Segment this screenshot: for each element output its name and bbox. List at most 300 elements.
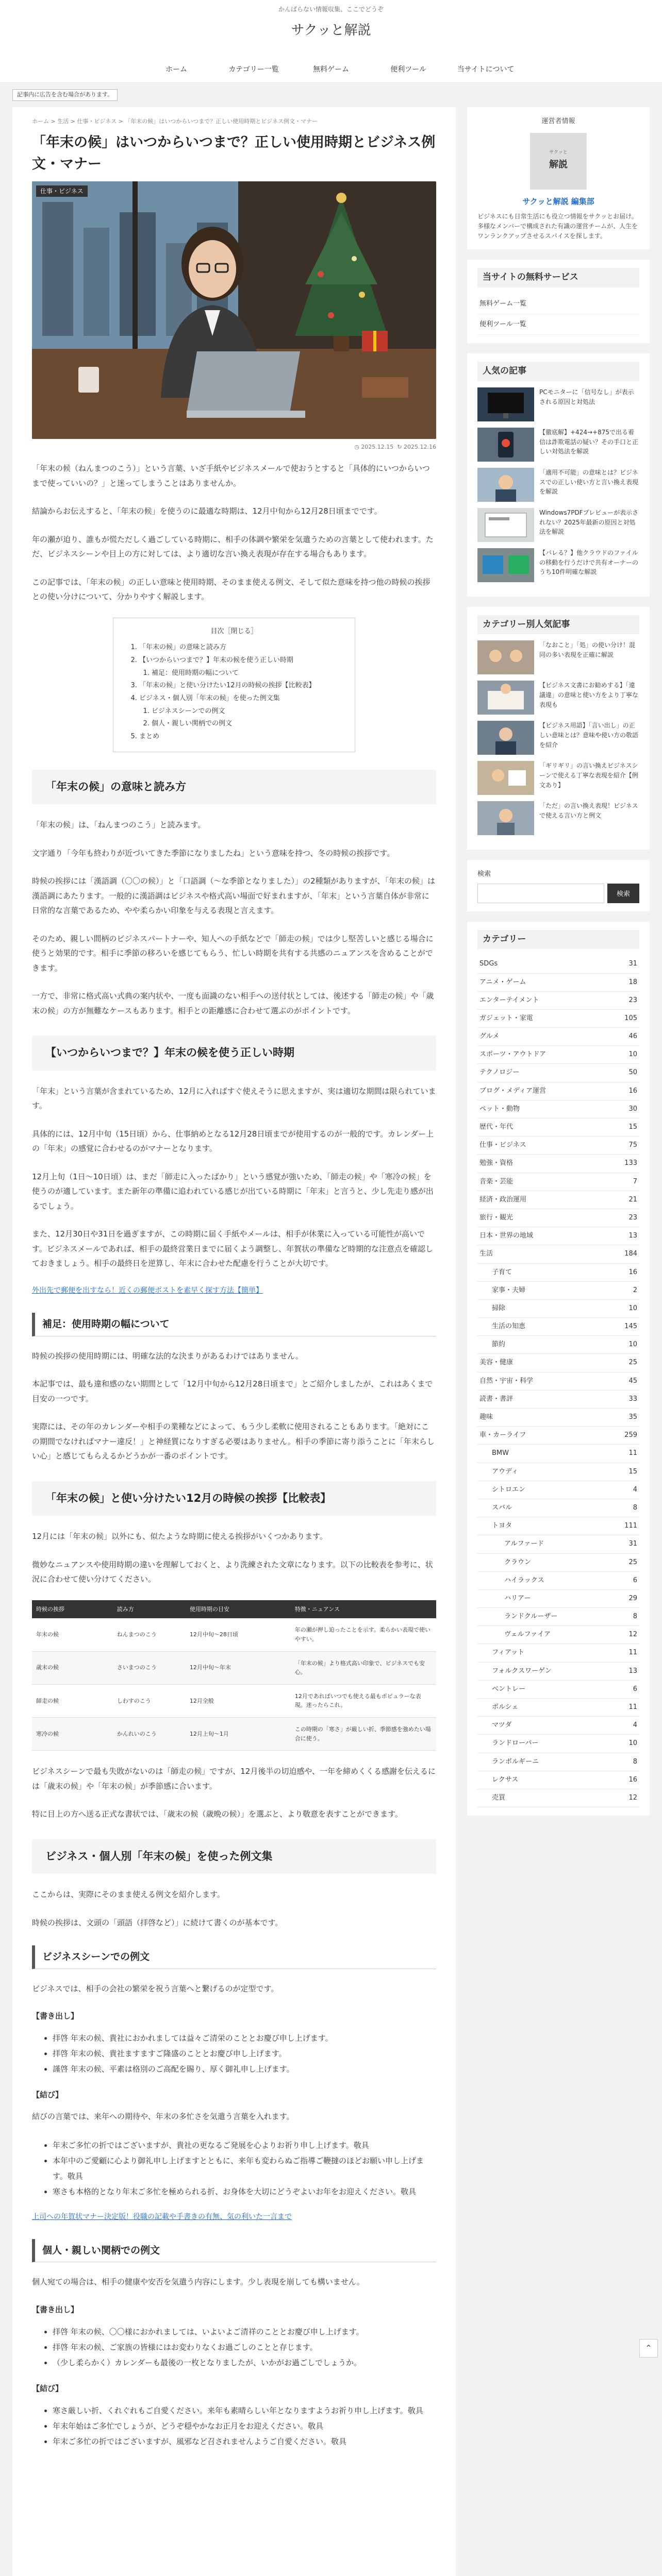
table-cell: かんれいのこう <box>113 1717 186 1750</box>
category-article[interactable] <box>477 640 639 674</box>
search-row <box>477 884 639 903</box>
category-label[interactable]: 仕事・ビジネス <box>36 185 88 197</box>
body-paragraph: ここからは、実際にそのまま使える例文を紹介します。 <box>32 1890 225 1900</box>
category-item[interactable] <box>477 1699 639 1717</box>
profile-widget <box>467 107 650 249</box>
category-name[interactable]: ブログ・メディア運営 <box>479 1087 546 1095</box>
scroll-to-top-button[interactable] <box>639 2339 658 2358</box>
list-item: • 拝啓 年末の候、貴社におかれましては益々ご清栄のこととお慶び申し上げます。 <box>53 2030 436 2046</box>
category-name[interactable]: ランボルギーニ <box>492 1757 539 1766</box>
category-name[interactable]: フィアット <box>492 1649 525 1657</box>
category-item[interactable] <box>477 1463 639 1481</box>
category-item[interactable] <box>477 1554 639 1572</box>
category-name[interactable]: テクノロジー <box>479 1069 520 1077</box>
body-paragraph: 「年末の候」は、「ねんまつのこう」と読みます。 <box>32 820 206 830</box>
category-name[interactable]: 子育て <box>492 1268 512 1276</box>
category-item[interactable] <box>477 1191 639 1209</box>
table-cell: 12月全般 <box>186 1684 291 1717</box>
category-name[interactable]: エンターテイメント <box>479 996 539 1004</box>
table-cell: 歳末の候 <box>32 1651 113 1684</box>
toc-item[interactable]: 1. ビジネスシーンでの例文 <box>152 705 339 718</box>
category-count: 75 <box>628 1141 637 1149</box>
table-cell: 12月であればいつでも使える最もポピュラーな表現。迷ったらこれ。 <box>291 1684 436 1717</box>
nav-home[interactable]: ホーム <box>166 65 187 74</box>
table-of-contents <box>113 618 355 752</box>
popular-article-title[interactable]: 【徹底解】+424→+875で出る着信は詐欺電話の疑い？その手口と正しい対処法を解説 <box>539 428 639 455</box>
table-header: 時候の挨拶 <box>32 1600 113 1619</box>
category-item[interactable] <box>477 1481 639 1499</box>
toc-item[interactable]: 1. 補足：使用時期の幅について <box>152 667 339 680</box>
body-paragraph: 微妙なニュアンスや使用時期の違いを理解しておくと、より洗練された文章になります。以下の比較表を参考に、状況に合わせて使い分けてください。 <box>32 1560 433 1584</box>
body-paragraph: そのため、親しい間柄のビジネスパートナーや、知人への手紙などで「師走の候」では少し堅苦しいと感じる場合に使うと効果的です。相手に季節の移ろいを感じてもらう、忙しい時期を共有する共感のニュアンスを含めることができます。 <box>32 934 434 973</box>
toc-item[interactable]: 2. 個人・親しい関柄での例文 <box>152 718 339 731</box>
category-count: 15 <box>628 1123 637 1131</box>
table-cell: 年末の候 <box>32 1618 113 1651</box>
table-cell: この時期の「寒さ」が厳しい折、季節感を強めたい場合に使う。 <box>291 1717 436 1750</box>
toc-item-label[interactable]: 【いつからいつまで？】年末の候を使う正しい時期 <box>139 656 294 665</box>
category-name[interactable]: 掃除 <box>492 1304 506 1312</box>
category-count: 12 <box>628 1793 637 1802</box>
article-thumbnail <box>477 468 534 502</box>
category-name[interactable]: 経済・政治運用 <box>479 1195 527 1204</box>
free-tools-link[interactable]: 便利ツール一覧 <box>477 314 639 335</box>
example-label: 【結び】 <box>32 2383 63 2393</box>
category-count: 29 <box>628 1594 637 1602</box>
category-name[interactable]: 日本・世界の地域 <box>479 1232 534 1240</box>
list-item: • 拝啓 年末の候、ご家族の皆様にはお変わりなくお過ごしのことと存じます。 <box>53 2340 436 2355</box>
widget-title: カテゴリー <box>477 930 639 950</box>
category-item[interactable] <box>477 1572 639 1590</box>
category-count: 50 <box>628 1069 637 1077</box>
category-item[interactable] <box>477 1082 639 1100</box>
ad-notice: 記事内に広告を含む場合があります。 <box>12 89 118 101</box>
widget-title: 当サイトの無料サービス <box>477 268 639 287</box>
category-item[interactable] <box>477 1753 639 1771</box>
category-count: 31 <box>628 960 637 968</box>
category-count: 105 <box>624 1014 637 1022</box>
category-name[interactable]: ペット・動物 <box>479 1105 520 1113</box>
category-item[interactable] <box>477 1663 639 1681</box>
popular-widget <box>467 353 650 597</box>
category-count: 30 <box>628 1105 637 1113</box>
list-item: • 年末ご多忙の折ではございますが、貴社の更なるご発展を心よりお祈り申し上げます。敬具 <box>53 2138 436 2153</box>
category-name[interactable]: 家事・夫婦 <box>492 1286 526 1294</box>
popular-article[interactable] <box>477 428 639 462</box>
body-paragraph: 12月上旬（1日〜10日頃）は、まだ「師走に入ったばかり」という感覚が強いため、「師走の候」や「寒冷の候」を使うのが適しています。また新年の準備に追われている感じが出ている時期に「年末」と言うと、少し先走り感が出るでしょう。 <box>32 1172 434 1211</box>
category-article-title[interactable]: 【ビジネス用語】「言い出し」の正しい意味とは？意味や使い方の敬語を紹介 <box>539 722 639 749</box>
category-item[interactable] <box>477 1010 639 1028</box>
category-article-title[interactable]: 「ただ」の言い換え表現！ビジネスで使える言い方と例文 <box>539 802 638 820</box>
category-name[interactable]: トヨタ <box>492 1522 512 1530</box>
category-item[interactable] <box>477 1336 639 1354</box>
article-thumbnail <box>477 721 534 755</box>
category-item[interactable] <box>477 1300 639 1318</box>
category-count: 25 <box>628 1359 637 1367</box>
list-item: • 本年中のご愛顧に心より御礼申し上げますとともに、来年も変わらぬご指導ご鞭撻のほどお願い申し上げます。敬具 <box>53 2153 436 2184</box>
related-article-link[interactable]: 上司への年賀状マナー決定版！役職の記載や手書きの有無、気の利いた一言まで <box>32 2212 292 2221</box>
category-count: 45 <box>628 1377 637 1385</box>
category-count: 10 <box>628 1304 637 1312</box>
category-article-title[interactable]: 【ビジネス文書にお勧めする】「違議違」の意味と使い方をより丁寧な表現も <box>539 682 639 708</box>
avatar-small-text: サクッと <box>549 150 568 156</box>
category-name[interactable]: 自然・宇宙・科学 <box>479 1377 534 1385</box>
category-count: 111 <box>624 1522 637 1530</box>
profile-description: ビジネスにも日常生活にも役立つ情報をサクッとお届け。多様なメンバーで構成された有識の運営チームが、人生をワンランクアップさせるスパイスを探します。 <box>477 212 638 240</box>
table-header: 読み方 <box>113 1600 186 1619</box>
related-link <box>32 2211 436 2224</box>
global-nav <box>0 56 662 83</box>
category-item[interactable] <box>477 1681 639 1699</box>
category-name[interactable]: 読書・書評 <box>479 1395 514 1403</box>
body-paragraph: 一方で、非常に格式高い式典の案内状や、一度も面識のない相手への送付状としては、後述する「師走の候」や「歳末の候」の方が無難なケースもあります。相手との距離感に合わせて選ぶのがポイントです。 <box>32 991 434 1015</box>
body-paragraph: ビジネスでは、相手の会社の繁栄を祝う言葉へと繋げるのが定型です。 <box>32 1984 279 1993</box>
search-label: 検索 <box>477 870 491 878</box>
article-thumbnail <box>477 508 534 542</box>
list-item: • （少し柔らかく）カレンダーも最後の一枚となりましたが、いかがお過ごしでしょうか。 <box>53 2355 436 2370</box>
nav-categories[interactable]: カテゴリー一覧 <box>228 65 279 74</box>
toc-item[interactable]: 3. 「年末の候」と使い分けたい12月の時候の挨拶【比較表】 <box>139 680 339 692</box>
category-count: 16 <box>628 1268 637 1276</box>
category-name[interactable]: グルメ <box>479 1032 500 1041</box>
category-name[interactable]: 趣味 <box>479 1413 493 1421</box>
body-paragraph: 具体的には、12月中旬（15日頃）から、仕事納めとなる12月28日頃までが使用するのが一般的です。カレンダー上の「年末」の感覚に合わせるのがマナーとなります。 <box>32 1129 434 1154</box>
category-count: 18 <box>628 978 637 986</box>
article-thumbnail <box>477 387 534 421</box>
toc-item[interactable] <box>139 692 339 731</box>
category-name[interactable]: 美容・健康 <box>479 1359 514 1367</box>
category-item[interactable] <box>477 1155 639 1173</box>
table-cell: 師走の候 <box>32 1684 113 1717</box>
category-name[interactable]: ヴェルファイア <box>504 1631 551 1639</box>
eyecatch-image <box>32 181 436 439</box>
category-item[interactable] <box>477 1735 639 1753</box>
body-paragraph: 結びの言葉では、来年への期待や、年末の多忙さを気遣う言葉を入れます。 <box>32 2112 294 2122</box>
subsection-heading: 個人・親しい関柄での例文 <box>32 2239 436 2263</box>
table-cell: 年の瀬が押し迫ったことを示す。柔らかい表現で使いやすい。 <box>291 1618 436 1651</box>
popular-article-title[interactable]: 【パレる？】他クラウドのファイルの移動を行うだけで共有オーナーのうち10件明確な解説 <box>539 549 639 576</box>
category-count: 31 <box>628 1540 637 1548</box>
category-article-title[interactable]: 「なおこと」「処」の使い分け！混同の多い表現を正確に解説 <box>539 641 636 659</box>
category-name[interactable]: アウディ <box>492 1467 518 1476</box>
nav-tools[interactable]: 便利ツール <box>390 65 426 74</box>
category-item[interactable] <box>477 1517 639 1535</box>
category-article[interactable] <box>477 681 639 715</box>
category-item[interactable] <box>477 1372 639 1391</box>
category-item[interactable] <box>477 1717 639 1735</box>
category-count: 13 <box>628 1667 637 1675</box>
category-count: 10 <box>628 1341 637 1349</box>
toc-list <box>129 641 339 743</box>
comparison-table <box>32 1600 436 1751</box>
clock-icon: ◷ <box>354 443 359 450</box>
category-item[interactable] <box>477 1137 639 1155</box>
example-label: 【書き出し】 <box>32 2011 79 2021</box>
category-item[interactable] <box>477 992 639 1010</box>
category-item[interactable] <box>477 1535 639 1553</box>
category-item[interactable] <box>477 1173 639 1191</box>
avatar-big-text: 解説 <box>549 159 568 171</box>
category-popular-widget <box>467 607 650 850</box>
category-name[interactable]: 生活 <box>479 1250 493 1258</box>
date-published: 2025.12.15 <box>361 443 394 450</box>
article-thumbnail <box>477 761 534 795</box>
category-item[interactable] <box>477 1354 639 1372</box>
category-item[interactable] <box>477 1590 639 1608</box>
table-header-row <box>32 1600 436 1619</box>
example-list <box>32 2138 436 2199</box>
category-name[interactable]: ベントレー <box>492 1685 526 1693</box>
example-list <box>32 2403 436 2449</box>
table-row <box>32 1684 436 1717</box>
category-item[interactable] <box>477 1391 639 1409</box>
table-row <box>32 1618 436 1651</box>
body-paragraph: 実際には、その年のカレンダーや相手の業種などによって、もう少し柔軟に使用されることもあります。「絶対にこの期間でなければマナー違反！」と神経質になりすぎる必要はありません。相手の季節に寄り添うことに「年末らしい心」と感じてもらえるかどうかが一番のポイントです。 <box>32 1422 435 1461</box>
category-count: 23 <box>628 1213 637 1222</box>
category-item[interactable] <box>477 1499 639 1517</box>
popular-article[interactable] <box>477 548 639 582</box>
category-item[interactable] <box>477 1282 639 1300</box>
category-name[interactable]: ガジェット・家電 <box>479 1014 533 1022</box>
search-input[interactable] <box>477 884 604 903</box>
example-label: 【結び】 <box>32 2090 63 2100</box>
category-name[interactable]: SDGs <box>479 960 498 968</box>
category-item[interactable] <box>477 1209 639 1227</box>
category-item[interactable] <box>477 1227 639 1245</box>
category-item[interactable] <box>477 1644 639 1662</box>
category-count: 8 <box>633 1757 637 1766</box>
body-paragraph: 12月には「年末の候」以外にも、似たような時期に使える挨拶がいくつかあります。 <box>32 1532 327 1541</box>
list-item: • 寒さ厳しい折、くれぐれもご自愛ください。来年も素晴らしい年となりますようお祈り申し上げます。敬具 <box>53 2403 436 2418</box>
post-dates <box>32 442 436 452</box>
category-count: 259 <box>624 1431 637 1439</box>
article-title: 「年末の候」はいつからいつまで？正しい使用時期とビジネス例文・マナー <box>32 134 436 172</box>
content-container <box>12 107 650 2576</box>
category-name[interactable]: マツダ <box>492 1721 512 1730</box>
category-item[interactable] <box>477 1118 639 1137</box>
category-item[interactable] <box>477 1264 639 1282</box>
category-item[interactable] <box>477 955 639 973</box>
popular-article-title[interactable]: Windows7PDFプレビューが表示されない？2025年最新の原因と対処法を解説 <box>539 509 639 536</box>
table-cell: ねんまつのこう <box>113 1618 186 1651</box>
category-count: 6 <box>633 1685 637 1693</box>
related-link <box>32 1284 436 1297</box>
table-cell: さいまつのこう <box>113 1651 186 1684</box>
category-item[interactable] <box>477 1245 639 1263</box>
toc-item[interactable]: 1. 「年末の候」の意味と読み方 <box>139 641 339 654</box>
category-name[interactable]: 売買 <box>492 1793 506 1802</box>
category-name[interactable]: 車・カーライフ <box>479 1431 526 1439</box>
category-count: 13 <box>628 1232 637 1240</box>
category-name[interactable]: 旅行・観光 <box>479 1213 514 1222</box>
article-thumbnail <box>477 801 534 835</box>
popular-article[interactable] <box>477 508 639 542</box>
intro-paragraph: 結論からお伝えすると、「年末の候」を使うのに最適な時期は、12月中旬から12月28日頃までです。 <box>32 506 382 516</box>
widget-title: 人気の記事 <box>477 362 639 381</box>
category-item[interactable] <box>477 1608 639 1626</box>
category-count: 8 <box>633 1613 637 1621</box>
category-count: 8 <box>633 1503 637 1512</box>
table-cell: 12月中旬〜28日頃 <box>186 1618 291 1651</box>
site-title[interactable]: サクッと解説 <box>0 13 662 56</box>
category-name[interactable]: 生活の知恵 <box>492 1323 526 1331</box>
nav-about[interactable]: 当サイトについて <box>457 65 515 74</box>
body-paragraph: 文字通り「今年も終わりが近づいてきた季節になりましたね」という意味を持つ、冬の時候の挨拶です。 <box>32 848 395 858</box>
list-item: • 拝啓 年末の候、〇〇様におかれましては、いよいよご清祥のこととお慶び申し上げます。 <box>53 2324 436 2340</box>
category-count: 12 <box>628 1631 637 1639</box>
category-name[interactable]: BMW <box>492 1449 509 1458</box>
category-name[interactable]: スポーツ・アウトドア <box>479 1050 547 1059</box>
category-name[interactable]: ランドクルーザー <box>504 1613 558 1621</box>
list-item: • 謹啓 年末の候、平素は格別のご高配を賜り、厚く御礼申し上げます。 <box>53 2061 436 2077</box>
table-cell: 12月中旬〜年末 <box>186 1651 291 1684</box>
category-item[interactable] <box>477 1771 639 1789</box>
category-name[interactable]: レクサス <box>492 1775 519 1784</box>
category-count: 11 <box>628 1703 637 1711</box>
category-count: 25 <box>628 1558 637 1566</box>
table-cell: しわすのこう <box>113 1684 186 1717</box>
category-name[interactable]: 勉強・資格 <box>479 1159 514 1167</box>
category-count: 21 <box>628 1195 637 1204</box>
category-item[interactable] <box>477 1789 639 1807</box>
body-paragraph: 本記事では、最も違和感のない期間として「12月中旬から12月28日頃まで」とご紹介しましたが、これはあくまで目安の一つです。 <box>32 1379 433 1403</box>
free-games-link[interactable]: 無料ゲーム一覧 <box>477 294 639 314</box>
example-list <box>32 2324 436 2370</box>
table-cell: 寒冷の候 <box>32 1717 113 1750</box>
breadcrumb[interactable]: ホーム > 生活 > 仕事・ビジネス > 「年末の候」はいつからいつまで？正しい使用時期とビジネス例文・マナー <box>32 118 318 125</box>
body-paragraph: また、12月30日や31日を過ぎますが、この時期に届く手紙やメールは、相手が休業に入っている可能性が高いです。ビジネスメールであれば、相手の最終営業日までに届くよう調整し、年賀状の準備など時期的な注意点を確認しておきましょう。相手の最終日を逆算し、年末に合わせた配慮を行うことが大切です。 <box>32 1229 434 1268</box>
section-heading: ビジネス・個人別「年末の候」を使った例文集 <box>32 1839 436 1874</box>
profile-name[interactable]: サクッと解説 編集部 <box>522 196 594 206</box>
example-list <box>32 2030 436 2077</box>
category-article[interactable] <box>477 801 639 835</box>
category-item[interactable] <box>477 1427 639 1445</box>
ad-notice-wrap <box>0 83 662 101</box>
categories-widget <box>467 922 650 1816</box>
body-paragraph: ビジネスシーンで最も失敗がないのは「師走の候」ですが、12月後半の切迫感や、一年を締めくくる感謝を伝えるには「歳末の候」や「年末の候」が季節感に合います。 <box>32 1767 436 1791</box>
refresh-icon: ↻ <box>397 443 402 450</box>
body-paragraph: 時候の挨拶の使用時期には、明確な法的な決まりがあるわけではありません。 <box>32 1351 303 1361</box>
sidebar <box>467 107 650 1826</box>
category-count: 10 <box>628 1739 637 1748</box>
popular-article[interactable] <box>477 468 639 502</box>
body-paragraph: 特に目上の方へ送る正式な書状では、「歳末の候（歳晩の候）」を選ぶと、より敬意を表すことができます。 <box>32 1809 403 1819</box>
category-count: 4 <box>633 1721 637 1730</box>
category-count: 16 <box>628 1775 637 1784</box>
table-row <box>32 1717 436 1750</box>
table-row <box>32 1651 436 1684</box>
category-name[interactable]: アルファード <box>504 1540 544 1548</box>
category-name[interactable]: シトロエン <box>492 1485 526 1494</box>
category-name[interactable]: アニメ・ゲーム <box>479 978 526 986</box>
category-name[interactable]: ポルシェ <box>492 1703 519 1711</box>
category-name[interactable]: 音楽・芸能 <box>479 1177 514 1185</box>
date-updated: 2025.12.16 <box>404 443 436 450</box>
category-count: 46 <box>628 1032 637 1041</box>
toc-item-label[interactable]: ビジネス・個人別「年末の候」を使った例文集 <box>139 694 280 703</box>
category-item[interactable] <box>477 1064 639 1082</box>
intro-paragraph: 年の瀬が迫り、誰もが慌ただしく過ごしている時期に、相手の体調や繁栄を気遣うための言葉として使われます。ただ、ビジネスシーンや目上の方に対しては、より適切な言い換え表現が存在する場合もあります。 <box>32 534 434 559</box>
category-item[interactable] <box>477 1100 639 1118</box>
office-woman-illustration <box>32 181 436 439</box>
category-count: 16 <box>628 1087 637 1095</box>
category-name[interactable]: ハイラックス <box>504 1576 544 1584</box>
related-article-link[interactable]: 外出先で郵便を出すなら！近くの郵便ポストを素早く探す方法【簡単】 <box>32 1286 263 1295</box>
body-paragraph: 時候の挨拶は、文頭の「頭語（拝啓など）」に続けて書くのが基本です。 <box>32 1918 283 1927</box>
body-paragraph: 時候の挨拶には「漢語調（〇〇の候）」と「口語調（〜な季節となりました）」の2種類がありますが、「年末の候」は漢語調にあたります。一般的に漢語調はビジネスや格式高い場面で好まれますが、「年末」という言葉自体が非常に日常的な言葉であるため、やや柔らかい印象を与える表現と言えます。 <box>32 876 436 916</box>
category-item[interactable] <box>477 1046 639 1064</box>
toc-item[interactable]: 5. まとめ <box>139 731 339 743</box>
avatar <box>530 133 587 190</box>
category-item[interactable] <box>477 1445 639 1463</box>
category-count: 11 <box>628 1649 637 1657</box>
list-item: • 拝啓 年末の候、貴社ますますご隆盛のこととお慶び申し上げます。 <box>53 2046 436 2061</box>
category-count: 7 <box>633 1177 637 1185</box>
category-item[interactable] <box>477 1409 639 1427</box>
profile-heading: 運営者情報 <box>541 117 575 126</box>
toc-title[interactable]: 目次［閉じる］ <box>210 627 258 635</box>
toc-item[interactable] <box>139 654 339 680</box>
category-item[interactable] <box>477 974 639 992</box>
table-header: 特徴・ニュアンス <box>291 1600 436 1619</box>
widget-title: カテゴリー別人気記事 <box>477 615 639 635</box>
section-heading: 「年末の候」の意味と読み方 <box>32 770 436 805</box>
list-item: • 寒さも本格的となり年末ご多忙を極められる折、お身体を大切にどうぞよいお年をお迎えください。敬具 <box>53 2184 436 2199</box>
list-item: • 年末年始はご多忙でしょうが、どうぞ穏やかなお正月をお迎えください。敬具 <box>53 2418 436 2434</box>
arrow-up-icon: ⌃ <box>645 2343 652 2353</box>
category-count: 35 <box>628 1413 637 1421</box>
search-widget <box>467 860 650 911</box>
subsection-heading: 補足：使用時期の幅について <box>32 1313 436 1336</box>
category-name[interactable]: 節約 <box>492 1341 506 1349</box>
category-article-title[interactable]: 「ギリギリ」の言い換えビジネスシーンで使える丁寧な表現を紹介【例文あり】 <box>539 762 638 789</box>
article-thumbnail <box>477 640 534 674</box>
free-services-widget <box>467 260 650 343</box>
section-heading: 「年末の候」と使い分けたい12月の時候の挨拶【比較表】 <box>32 1481 436 1516</box>
popular-article-title[interactable]: 「適用不可能」の意味とは？ビジネスでの正しい使い方と言い換え表現を解説 <box>539 468 639 496</box>
popular-article-title[interactable]: PCモニターに「信号なし」が表示される原因と対処法 <box>539 388 634 405</box>
category-count: 11 <box>628 1449 637 1458</box>
category-count: 23 <box>628 996 637 1004</box>
category-name[interactable]: スバル <box>492 1503 512 1512</box>
nav-free-games[interactable]: 無料ゲーム <box>313 65 349 74</box>
example-label: 【書き出し】 <box>32 2304 79 2314</box>
popular-article[interactable] <box>477 387 639 421</box>
category-article[interactable] <box>477 721 639 755</box>
body-paragraph: 「年末」という言葉が含まれているため、12月に入ればすぐ使えそうに思えますが、実は適切な期間は限られています。 <box>32 1086 436 1111</box>
category-name[interactable]: フォルクスワーゲン <box>492 1667 552 1675</box>
category-count: 10 <box>628 1050 637 1059</box>
category-item[interactable] <box>477 1028 639 1046</box>
main-article <box>12 107 456 2576</box>
category-count: 15 <box>628 1467 637 1476</box>
category-count: 2 <box>633 1286 637 1294</box>
intro-paragraph: この記事では、「年末の候」の正しい意味と使用時期、そのまま使える例文、そして似た意味を持つ他の時候の挨拶との使い分けについて、分かりやすく解説します。 <box>32 577 431 602</box>
category-article[interactable] <box>477 761 639 795</box>
category-name[interactable]: ランドローバー <box>492 1739 539 1748</box>
category-count: 145 <box>624 1323 637 1331</box>
intro-paragraph: 「年末の候（ねんまつのこう）」という言葉、いざ手紙やビジネスメールで使おうとすると「具体的にいつからいつまで使っていいの？」と迷ってしまうことはありませんか。 <box>32 464 430 488</box>
category-item[interactable] <box>477 1318 639 1336</box>
category-name[interactable]: ハリアー <box>504 1594 531 1602</box>
category-count: 4 <box>633 1485 637 1494</box>
category-name[interactable]: クラウン <box>504 1558 532 1566</box>
category-name[interactable]: 仕事・ビジネス <box>479 1141 526 1149</box>
category-item[interactable] <box>477 1626 639 1644</box>
list-item: • 年末ご多忙の折ではございますが、風邪など召されませんようご自愛ください。敬具 <box>53 2434 436 2449</box>
category-name[interactable]: 歴代・年代 <box>479 1123 514 1131</box>
search-button[interactable]: 検索 <box>607 884 639 903</box>
article-thumbnail <box>477 681 534 715</box>
